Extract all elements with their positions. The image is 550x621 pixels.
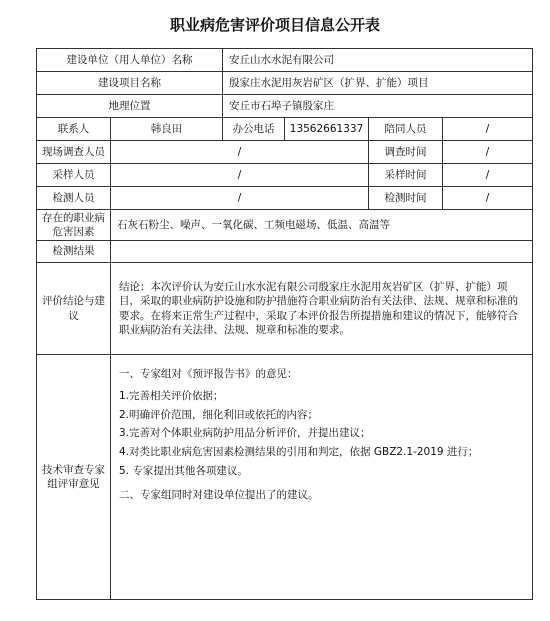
expert-item-1: 1.完善相关评价依据；	[119, 389, 224, 402]
phone-value: 13562661337	[285, 118, 369, 141]
project-value: 殷家庄水泥用灰岩矿区（扩界、扩能）项目	[223, 72, 533, 95]
sampling-time-value: /	[443, 164, 533, 187]
expert-label: 技术审查专家组评审意见	[37, 355, 111, 600]
row-testing	[37, 187, 533, 210]
row-results	[37, 241, 533, 263]
survey-value: /	[111, 141, 369, 164]
companion-label: 陪同人员	[369, 118, 443, 141]
sampling-value: /	[111, 164, 369, 187]
hazards-label: 存在的职业病危害因素	[37, 210, 111, 241]
expert-second: 二、专家组同时对建设单位提出了的建议。	[119, 488, 319, 501]
row-project	[37, 72, 533, 95]
contact-name: 韩良田	[111, 118, 223, 141]
row-contact	[37, 118, 533, 141]
location-value: 安丘市石埠子镇殷家庄	[223, 95, 533, 118]
page-title: 职业病危害评价项目信息公开表	[169, 16, 380, 34]
conclusion-text	[111, 263, 533, 355]
expert-item-4: 4.对类比职业病危害因素检测结果的引用和判定，依据 GBZ2.1-2019 进行；	[119, 446, 479, 458]
info-table	[36, 48, 533, 600]
unit-label: 建设单位（用人单位）名称	[37, 49, 223, 72]
expert-heading: 一、专家组对《预评报告书》的意见：	[119, 368, 298, 380]
row-conclusion	[37, 263, 533, 355]
row-survey	[37, 141, 533, 164]
project-label: 建设项目名称	[37, 72, 223, 95]
conclusion-label: 评价结论与建议	[37, 263, 111, 355]
expert-item-2: 2.明确评价范围，细化利旧或依托的内容；	[119, 408, 319, 421]
row-hazards	[37, 210, 533, 241]
testing-value: /	[111, 187, 369, 210]
unit-value: 安丘山水水泥有限公司	[223, 49, 533, 72]
row-expert	[37, 355, 533, 600]
results-label: 检测结果	[37, 241, 111, 263]
expert-item-3: 3.完善对个体职业病防护用品分析评价，并提出建议；	[119, 427, 371, 440]
survey-time-label: 调查时间	[369, 141, 443, 164]
testing-label: 检测人员	[37, 187, 111, 210]
expert-item-5: 5. 专家提出其他各项建议。	[119, 464, 248, 477]
companion-value: /	[443, 118, 533, 141]
results-value	[111, 241, 533, 263]
row-location	[37, 95, 533, 118]
survey-time-value: /	[443, 141, 533, 164]
testing-time-label: 检测时间	[369, 187, 443, 210]
conclusion-paragraph: 结论：本次评价认为安丘山水水泥有限公司殷家庄水泥用灰岩矿区（扩界、扩能）项目，采取的职业病防护设施和防护措施符合职业病防治有关法律、法规、规章和标准的要求。在将来正常生产过程中，采取了本评价报告所提措施和建议的情况下，能够符合职业病防治有关法律、法规、规章和标准的要求。	[119, 281, 518, 336]
sampling-time-label: 采样时间	[369, 164, 443, 187]
hazards-value: 石灰石粉尘、噪声、一氧化碳、工频电磁场、低温、高温等	[111, 210, 533, 241]
phone-label: 办公电话	[223, 118, 285, 141]
sampling-label: 采样人员	[37, 164, 111, 187]
contact-label: 联系人	[37, 118, 111, 141]
location-label: 地理位置	[37, 95, 223, 118]
expert-opinion	[111, 355, 533, 600]
testing-time-value: /	[443, 187, 533, 210]
row-sampling	[37, 164, 533, 187]
row-unit	[37, 49, 533, 72]
survey-label: 现场调查人员	[37, 141, 111, 164]
